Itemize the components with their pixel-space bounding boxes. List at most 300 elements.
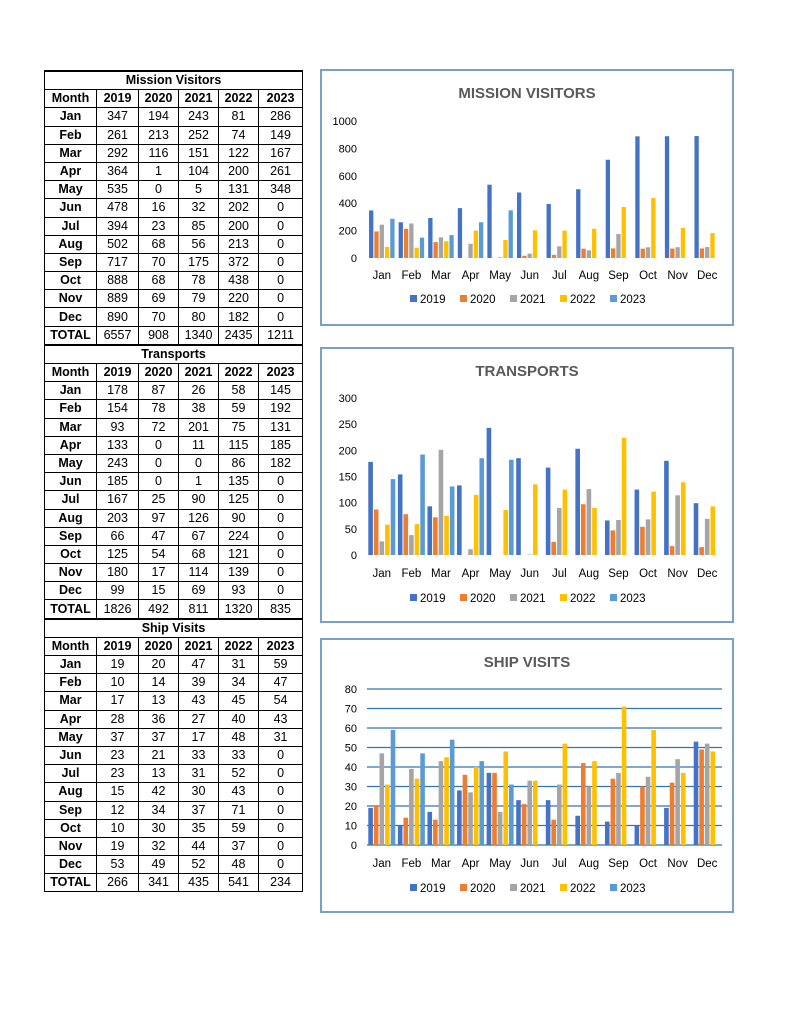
month-cell: Feb (45, 674, 97, 692)
chart-title: TRANSPORTS (475, 363, 579, 380)
bar-2020-sep (611, 248, 615, 258)
month-cell: Mar (45, 418, 97, 436)
bar-2023-mar (450, 486, 455, 555)
column-header: 2023 (259, 90, 303, 108)
bar-2023-feb (420, 455, 425, 555)
value-cell: 16 (139, 199, 179, 217)
table-row (45, 436, 303, 454)
table-row (45, 765, 303, 783)
value-cell: 203 (97, 509, 139, 527)
x-tick-label: Dec (696, 568, 718, 580)
transports-chart (320, 347, 734, 623)
value-cell: 10 (97, 674, 139, 692)
value-cell: 182 (219, 308, 259, 326)
table-row (45, 144, 303, 162)
value-cell: 122 (219, 144, 259, 162)
table-title-row (45, 619, 303, 638)
bar-2022-aug (592, 508, 597, 555)
bar-2022-apr (474, 767, 479, 845)
total-cell: 908 (139, 326, 179, 345)
value-cell: 27 (179, 710, 219, 728)
bar-2022-jan (385, 247, 389, 258)
column-header: 2021 (179, 364, 219, 382)
value-cell: 180 (97, 564, 139, 582)
value-cell: 68 (139, 272, 179, 290)
value-cell: 17 (97, 692, 139, 710)
y-tick-label: 200 (338, 225, 357, 238)
bar-2019-dec (694, 742, 699, 845)
value-cell: 0 (259, 199, 303, 217)
bar-2020-jan (374, 231, 378, 258)
month-cell: Mar (45, 144, 97, 162)
bar-2019-nov (665, 136, 669, 258)
value-cell: 33 (219, 746, 259, 764)
bar-2020-aug (581, 504, 586, 555)
x-tick-label: Apr (461, 858, 480, 870)
bar-2019-may (487, 428, 492, 555)
value-cell: 201 (179, 418, 219, 436)
bar-2022-sep (622, 438, 627, 555)
bar-2022-oct (651, 198, 655, 258)
bar-2019-aug (576, 189, 580, 258)
bar-2019-jan (368, 808, 373, 845)
bar-2022-sep (622, 207, 626, 258)
value-cell: 10 (97, 819, 139, 837)
value-cell: 1 (179, 473, 219, 491)
value-cell: 151 (179, 144, 219, 162)
table-row (45, 582, 303, 600)
bar-2020-jun (522, 804, 527, 845)
value-cell: 15 (139, 582, 179, 600)
value-cell: 213 (219, 235, 259, 253)
x-tick-label: Feb (401, 858, 422, 870)
value-cell: 97 (139, 509, 179, 527)
legend-label: 2022 (570, 593, 596, 605)
value-cell: 224 (219, 527, 259, 545)
table-row (45, 783, 303, 801)
bar-2020-oct (641, 249, 645, 258)
transports-chart-svg (322, 349, 732, 621)
table-row (45, 418, 303, 436)
value-cell: 45 (219, 692, 259, 710)
y-tick-label: 0 (350, 550, 357, 562)
value-cell: 70 (139, 253, 179, 271)
bar-2020-jun (522, 256, 526, 258)
value-cell: 90 (219, 509, 259, 527)
total-cell: 811 (179, 600, 219, 619)
bar-2020-sep (611, 779, 616, 845)
value-cell: 121 (219, 545, 259, 563)
month-cell: Nov (45, 564, 97, 582)
bar-2020-oct (640, 787, 645, 846)
value-cell: 364 (97, 162, 139, 180)
x-tick-label: Jan (372, 858, 392, 870)
value-cell: 0 (259, 856, 303, 874)
value-cell: 37 (219, 837, 259, 855)
month-cell: Nov (45, 837, 97, 855)
value-cell: 194 (139, 108, 179, 126)
y-tick-label: 1000 (332, 116, 357, 128)
bar-2019-oct (635, 136, 639, 258)
column-header: 2022 (219, 637, 259, 655)
bar-2022-jul (563, 490, 568, 555)
value-cell: 182 (259, 454, 303, 472)
x-tick-label: Dec (696, 270, 718, 282)
column-header: 2021 (179, 90, 219, 108)
value-cell: 0 (139, 436, 179, 454)
bar-2022-mar (444, 757, 449, 845)
month-cell: Jun (45, 746, 97, 764)
value-cell: 19 (97, 656, 139, 674)
value-cell: 47 (259, 674, 303, 692)
value-cell: 438 (219, 272, 259, 290)
value-cell: 0 (139, 181, 179, 199)
bar-2022-nov (681, 228, 685, 258)
value-cell: 178 (97, 382, 139, 400)
total-cell: 234 (259, 874, 303, 892)
bar-2023-apr (479, 761, 484, 845)
value-cell: 35 (179, 819, 219, 837)
value-cell: 261 (97, 126, 139, 144)
value-cell: 0 (259, 545, 303, 563)
table-title: Transports (45, 345, 303, 364)
total-cell: 1340 (179, 326, 219, 345)
bar-2020-jul (552, 255, 556, 258)
value-cell: 40 (219, 710, 259, 728)
table-row (45, 856, 303, 874)
value-cell: 167 (97, 491, 139, 509)
y-tick-label: 70 (344, 703, 357, 716)
value-cell: 185 (259, 436, 303, 454)
bar-2019-mar (428, 218, 432, 258)
value-cell: 0 (259, 217, 303, 235)
month-cell: Oct (45, 819, 97, 837)
y-tick-label: 20 (344, 801, 357, 813)
x-tick-label: Dec (696, 858, 718, 870)
bar-2019-dec (694, 136, 698, 258)
legend-label: 2019 (420, 294, 446, 306)
bar-2019-sep (605, 520, 610, 555)
bar-2019-aug (575, 449, 580, 555)
bar-2021-nov (675, 495, 680, 555)
legend-swatch (560, 295, 567, 302)
bar-2021-oct (646, 519, 651, 555)
y-tick-label: 40 (344, 762, 357, 774)
month-cell: Apr (45, 710, 97, 728)
value-cell: 19 (97, 837, 139, 855)
legend-swatch (610, 884, 617, 891)
value-cell: 79 (179, 290, 219, 308)
value-cell: 68 (139, 235, 179, 253)
bar-2022-aug (592, 761, 597, 845)
legend-swatch (460, 884, 467, 891)
value-cell: 47 (179, 656, 219, 674)
x-tick-label: Jun (520, 858, 539, 870)
value-cell: 535 (97, 181, 139, 199)
month-cell: Aug (45, 783, 97, 801)
value-cell: 888 (97, 272, 139, 290)
bar-2022-may (503, 240, 507, 258)
value-cell: 125 (219, 491, 259, 509)
legend-swatch (610, 295, 617, 302)
value-cell: 90 (179, 491, 219, 509)
value-cell: 58 (219, 382, 259, 400)
value-cell: 43 (259, 710, 303, 728)
bar-2019-nov (664, 808, 669, 845)
value-cell: 17 (179, 728, 219, 746)
value-cell: 347 (97, 108, 139, 126)
value-cell: 0 (259, 837, 303, 855)
bar-2021-aug (587, 250, 591, 258)
bar-2021-aug (587, 787, 592, 846)
value-cell: 0 (259, 272, 303, 290)
legend-label: 2020 (470, 593, 496, 605)
bar-2020-oct (640, 527, 645, 555)
value-cell: 0 (259, 783, 303, 801)
bar-2022-nov (681, 773, 686, 845)
bar-2019-may (487, 773, 492, 845)
month-cell: Dec (45, 856, 97, 874)
bar-2020-dec (699, 547, 704, 555)
value-cell: 85 (179, 217, 219, 235)
value-cell: 59 (259, 656, 303, 674)
table-row (45, 837, 303, 855)
table-row (45, 509, 303, 527)
legend-swatch (410, 594, 417, 601)
value-cell: 48 (219, 856, 259, 874)
chart-title: SHIP VISITS (483, 654, 571, 671)
bar-2021-may (498, 257, 502, 258)
value-cell: 59 (219, 819, 259, 837)
bar-2020-jul (551, 542, 556, 555)
column-header: 2022 (219, 364, 259, 382)
value-cell: 32 (179, 199, 219, 217)
table-row (45, 162, 303, 180)
value-cell: 28 (97, 710, 139, 728)
bar-2021-jul (557, 508, 562, 555)
x-tick-label: May (489, 568, 511, 580)
legend-label: 2019 (420, 883, 446, 895)
bar-2021-jan (379, 753, 384, 845)
table-row (45, 819, 303, 837)
bar-2019-feb (398, 826, 403, 846)
value-cell: 14 (139, 674, 179, 692)
month-cell: Sep (45, 253, 97, 271)
value-cell: 1 (139, 162, 179, 180)
value-cell: 348 (259, 181, 303, 199)
y-tick-label: 50 (344, 523, 357, 536)
bar-2022-jun (533, 230, 537, 258)
table-row (45, 564, 303, 582)
table-row (45, 746, 303, 764)
bar-2021-nov (675, 759, 680, 845)
bar-2021-apr (468, 244, 472, 258)
value-cell: 99 (97, 582, 139, 600)
bar-2021-sep (616, 773, 621, 845)
bar-2022-oct (651, 492, 656, 555)
bar-2021-mar (439, 237, 443, 258)
column-header: 2019 (97, 90, 139, 108)
table-row (45, 181, 303, 199)
legend-swatch (410, 884, 417, 891)
table-row (45, 308, 303, 326)
value-cell: 220 (219, 290, 259, 308)
value-cell: 17 (139, 564, 179, 582)
bar-2021-apr (468, 549, 473, 555)
value-cell: 93 (97, 418, 139, 436)
value-cell: 133 (97, 436, 139, 454)
month-cell: Jun (45, 473, 97, 491)
bar-2022-mar (444, 241, 448, 258)
x-tick-label: Jul (551, 858, 567, 870)
total-cell: 266 (97, 874, 139, 892)
value-cell: 68 (179, 545, 219, 563)
value-cell: 78 (179, 272, 219, 290)
table-title: Mission Visitors (45, 71, 303, 90)
value-cell: 23 (97, 746, 139, 764)
column-header: Month (45, 637, 97, 655)
value-cell: 0 (179, 454, 219, 472)
y-tick-label: 200 (338, 445, 357, 458)
table-row (45, 710, 303, 728)
legend-label: 2020 (470, 294, 496, 306)
value-cell: 20 (139, 656, 179, 674)
value-cell: 0 (259, 509, 303, 527)
legend-swatch (510, 594, 517, 601)
month-cell: Apr (45, 436, 97, 454)
bar-2022-jun (533, 484, 538, 555)
bar-2021-feb (409, 769, 414, 845)
value-cell: 200 (219, 162, 259, 180)
value-cell: 135 (219, 473, 259, 491)
value-cell: 72 (139, 418, 179, 436)
value-cell: 93 (219, 582, 259, 600)
month-cell: Jan (45, 382, 97, 400)
legend-swatch (460, 295, 467, 302)
bar-2020-feb (404, 229, 408, 258)
month-cell: Sep (45, 801, 97, 819)
bar-2020-mar (433, 517, 438, 555)
value-cell: 52 (219, 765, 259, 783)
bar-2021-feb (409, 223, 413, 258)
bar-2023-apr (479, 458, 484, 555)
table-row (45, 473, 303, 491)
bar-2019-apr (457, 485, 462, 555)
mission-visitors-chart-svg (322, 71, 732, 324)
y-tick-label: 100 (338, 497, 357, 510)
bar-2021-jun (528, 254, 532, 258)
value-cell: 87 (139, 382, 179, 400)
total-cell: 492 (139, 600, 179, 619)
total-cell: 835 (259, 600, 303, 619)
value-cell: 394 (97, 217, 139, 235)
month-cell: Mar (45, 692, 97, 710)
bar-2021-oct (646, 247, 650, 258)
y-tick-label: 300 (338, 393, 357, 405)
bar-2022-dec (711, 506, 716, 555)
x-tick-label: Jan (372, 270, 392, 282)
bar-2019-apr (458, 208, 462, 258)
bar-2021-aug (587, 489, 592, 555)
value-cell: 0 (259, 235, 303, 253)
total-label: TOTAL (45, 326, 97, 345)
legend-swatch (560, 884, 567, 891)
bar-2019-oct (635, 490, 640, 555)
value-cell: 116 (139, 144, 179, 162)
value-cell: 48 (219, 728, 259, 746)
column-header: Month (45, 90, 97, 108)
bar-2022-may (503, 751, 508, 845)
bar-2020-apr (463, 775, 468, 845)
bar-2023-mar (450, 740, 455, 845)
value-cell: 13 (139, 692, 179, 710)
value-cell: 0 (139, 473, 179, 491)
table-row (45, 656, 303, 674)
bar-2021-jun (527, 554, 532, 555)
value-cell: 0 (259, 290, 303, 308)
bar-2021-mar (439, 450, 444, 555)
bar-2020-nov (670, 783, 675, 845)
total-cell: 435 (179, 874, 219, 892)
x-tick-label: Mar (431, 568, 451, 580)
bar-2023-jan (391, 479, 396, 555)
x-tick-label: Jul (551, 568, 567, 580)
x-tick-label: Aug (578, 858, 600, 870)
bar-2022-oct (651, 730, 656, 845)
bar-2019-feb (399, 222, 403, 258)
bar-2023-apr (479, 222, 483, 258)
column-header: 2020 (139, 364, 179, 382)
value-cell: 372 (219, 253, 259, 271)
stats-table (44, 70, 303, 892)
value-cell: 0 (259, 746, 303, 764)
table-total-row (45, 326, 303, 345)
bar-2019-oct (635, 826, 640, 846)
table-row (45, 253, 303, 271)
value-cell: 31 (179, 765, 219, 783)
mission-visitors-chart (320, 69, 734, 326)
bar-2020-may (492, 773, 497, 845)
total-label: TOTAL (45, 600, 97, 619)
table-row (45, 692, 303, 710)
column-header: 2023 (259, 637, 303, 655)
y-tick-label: 800 (338, 143, 357, 156)
bar-2019-mar (427, 812, 432, 845)
month-cell: Jul (45, 765, 97, 783)
value-cell: 202 (219, 199, 259, 217)
bar-2022-jan (385, 785, 390, 845)
month-cell: Jul (45, 491, 97, 509)
value-cell: 0 (259, 473, 303, 491)
bar-2023-jan (391, 730, 396, 845)
value-cell: 13 (139, 765, 179, 783)
bar-2022-dec (710, 233, 714, 258)
ship-visits-chart (320, 638, 734, 913)
value-cell: 15 (97, 783, 139, 801)
x-tick-label: Jan (372, 568, 392, 580)
value-cell: 33 (179, 746, 219, 764)
value-cell: 52 (179, 856, 219, 874)
bar-2021-feb (409, 535, 414, 555)
x-tick-label: Nov (667, 568, 688, 580)
legend-label: 2021 (520, 883, 546, 895)
value-cell: 0 (139, 454, 179, 472)
value-cell: 59 (219, 400, 259, 418)
bar-2020-feb (403, 818, 408, 845)
table-row (45, 108, 303, 126)
bar-2021-dec (705, 247, 709, 258)
value-cell: 0 (259, 582, 303, 600)
